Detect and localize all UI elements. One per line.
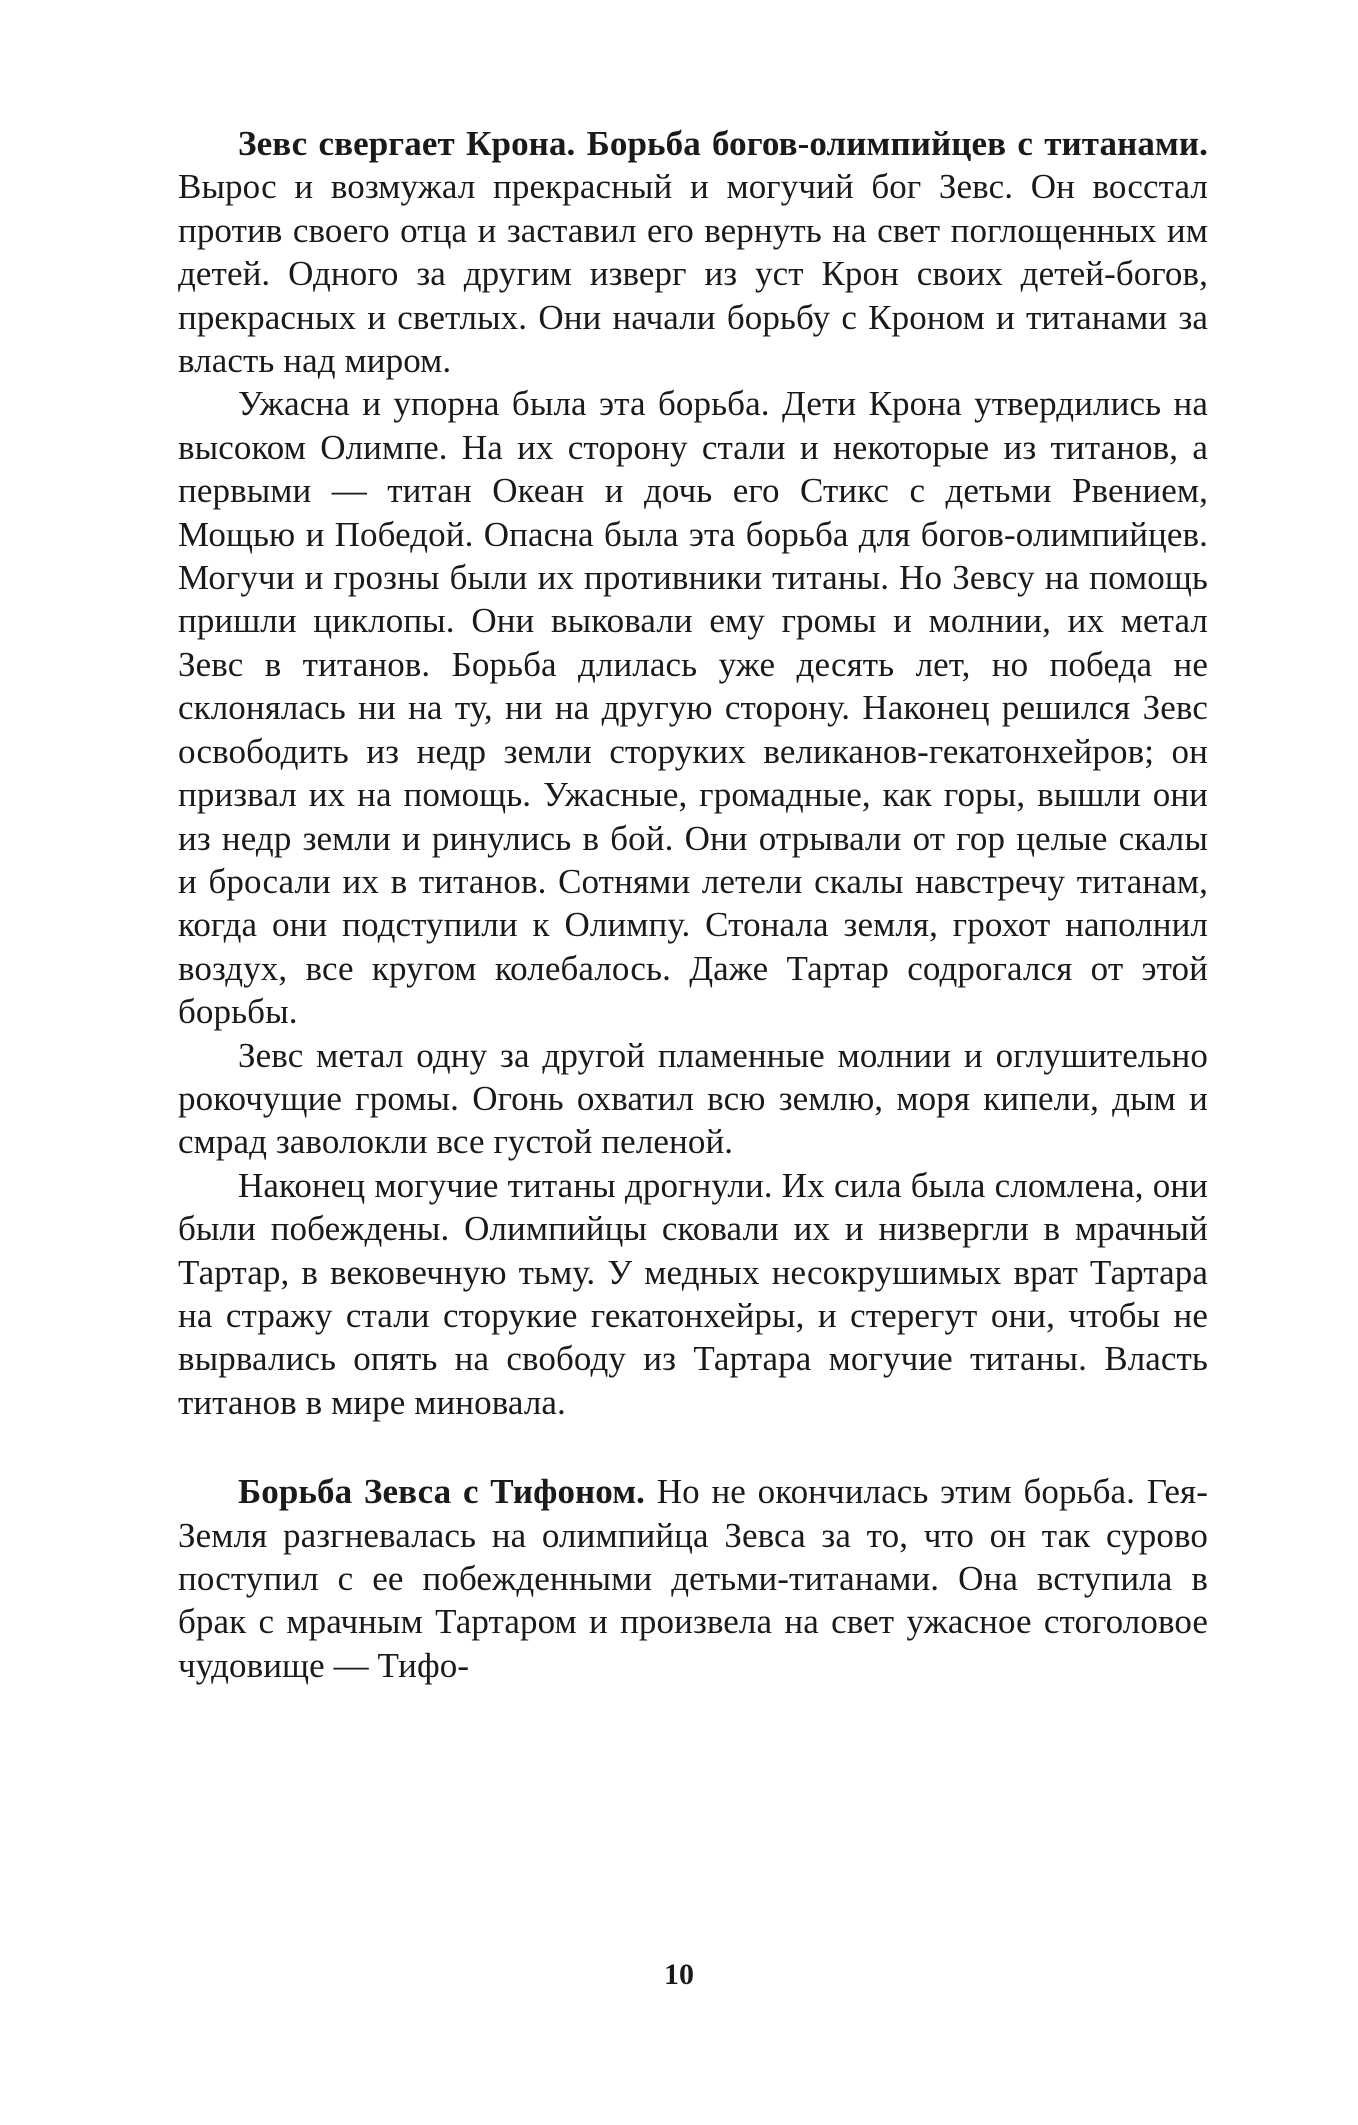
- page-number: 10: [664, 1958, 694, 1991]
- paragraph-3: Зевс метал одну за другой пламенные молнии и оглушительно рокочущие громы. Огонь охватил всю землю, моря кипели, дым и смрад заволокли все густой пеленой.: [178, 1035, 1208, 1162]
- section-heading-zeus-vs-typhon: Борьба Зевса с Тифоном.: [238, 1472, 646, 1512]
- book-page: [178, 122, 1208, 1687]
- paragraph-text: Но не окончилась этим борьба. Гея-Земля разгневалась на олимпийца Зевса за то, что он так сурово поступил с ее побежденными детьми-титанами. Она вступила в брак с мрачным Тартаром и произвела на свет ужасное стоголовое чудовище — Тифо-: [178, 1472, 1208, 1685]
- paragraph-4: Наконец могучие титаны дрогнули. Их сила была сломлена, они были побеждены. Олимпийцы сковали их и низвергли в мрачный Тартар, в вековечную тьму. У медных несокрушимых врат Тартара на стражу стали сторукие гекатонхейры, и стерегут они, чтобы не вырвались опять на свободу из Тартара могучие титаны. Власть титанов в мире миновала.: [178, 1165, 1208, 1422]
- paragraph-5: [178, 1470, 1208, 1687]
- paragraph-2: Ужасна и упорна была эта борьба. Дети Крона утвердились на высоком Олимпе. На их сторону стали и некоторые из титанов, а первыми — титан Океан и дочь его Стикс с детьми Рвением, Мощью и Победой. Опасна была эта борьба для богов-олимпийцев. Могучи и грозны были их противники титаны. Но Зевсу на помощь пришли циклопы. Они выковали ему громы и молнии, их метал Зевс в титанов. Борьба длилась уже десять лет, но победа не склонялась ни на ту, ни на другую сторону. Наконец решился Зевс освободить из недр земли сторуких великанов-гекатонхейров; он призвал их на помощь. Ужасные, громадные, как горы, вышли они из недр земли и ринулись в бой. Они отрывали от гор целые скалы и бросали их в титанов. Сотнями летели скалы навстречу титанам, когда они подступили к Олимпу. Стонала земля, грохот наполнил воздух, все кругом колебалось. Даже Тартар содрогался от этой борьбы.: [178, 384, 1208, 1032]
- paragraph-1: [178, 122, 1208, 382]
- paragraph-text: Вырос и возмужал прекрасный и могучий бог Зевс. Он восстал против своего отца и заставил его вернуть на свет поглощенных им детей. Одного за другим изверг из уст Крон своих детей-богов, прекрасных и светлых. Они начали борьбу с Кроном и титанами за власть над миром.: [178, 167, 1208, 381]
- section-heading-zeus-overthrows-kronos: Зевс свергает Крона. Борьба богов-олимпийцев с титанами.: [238, 124, 1208, 163]
